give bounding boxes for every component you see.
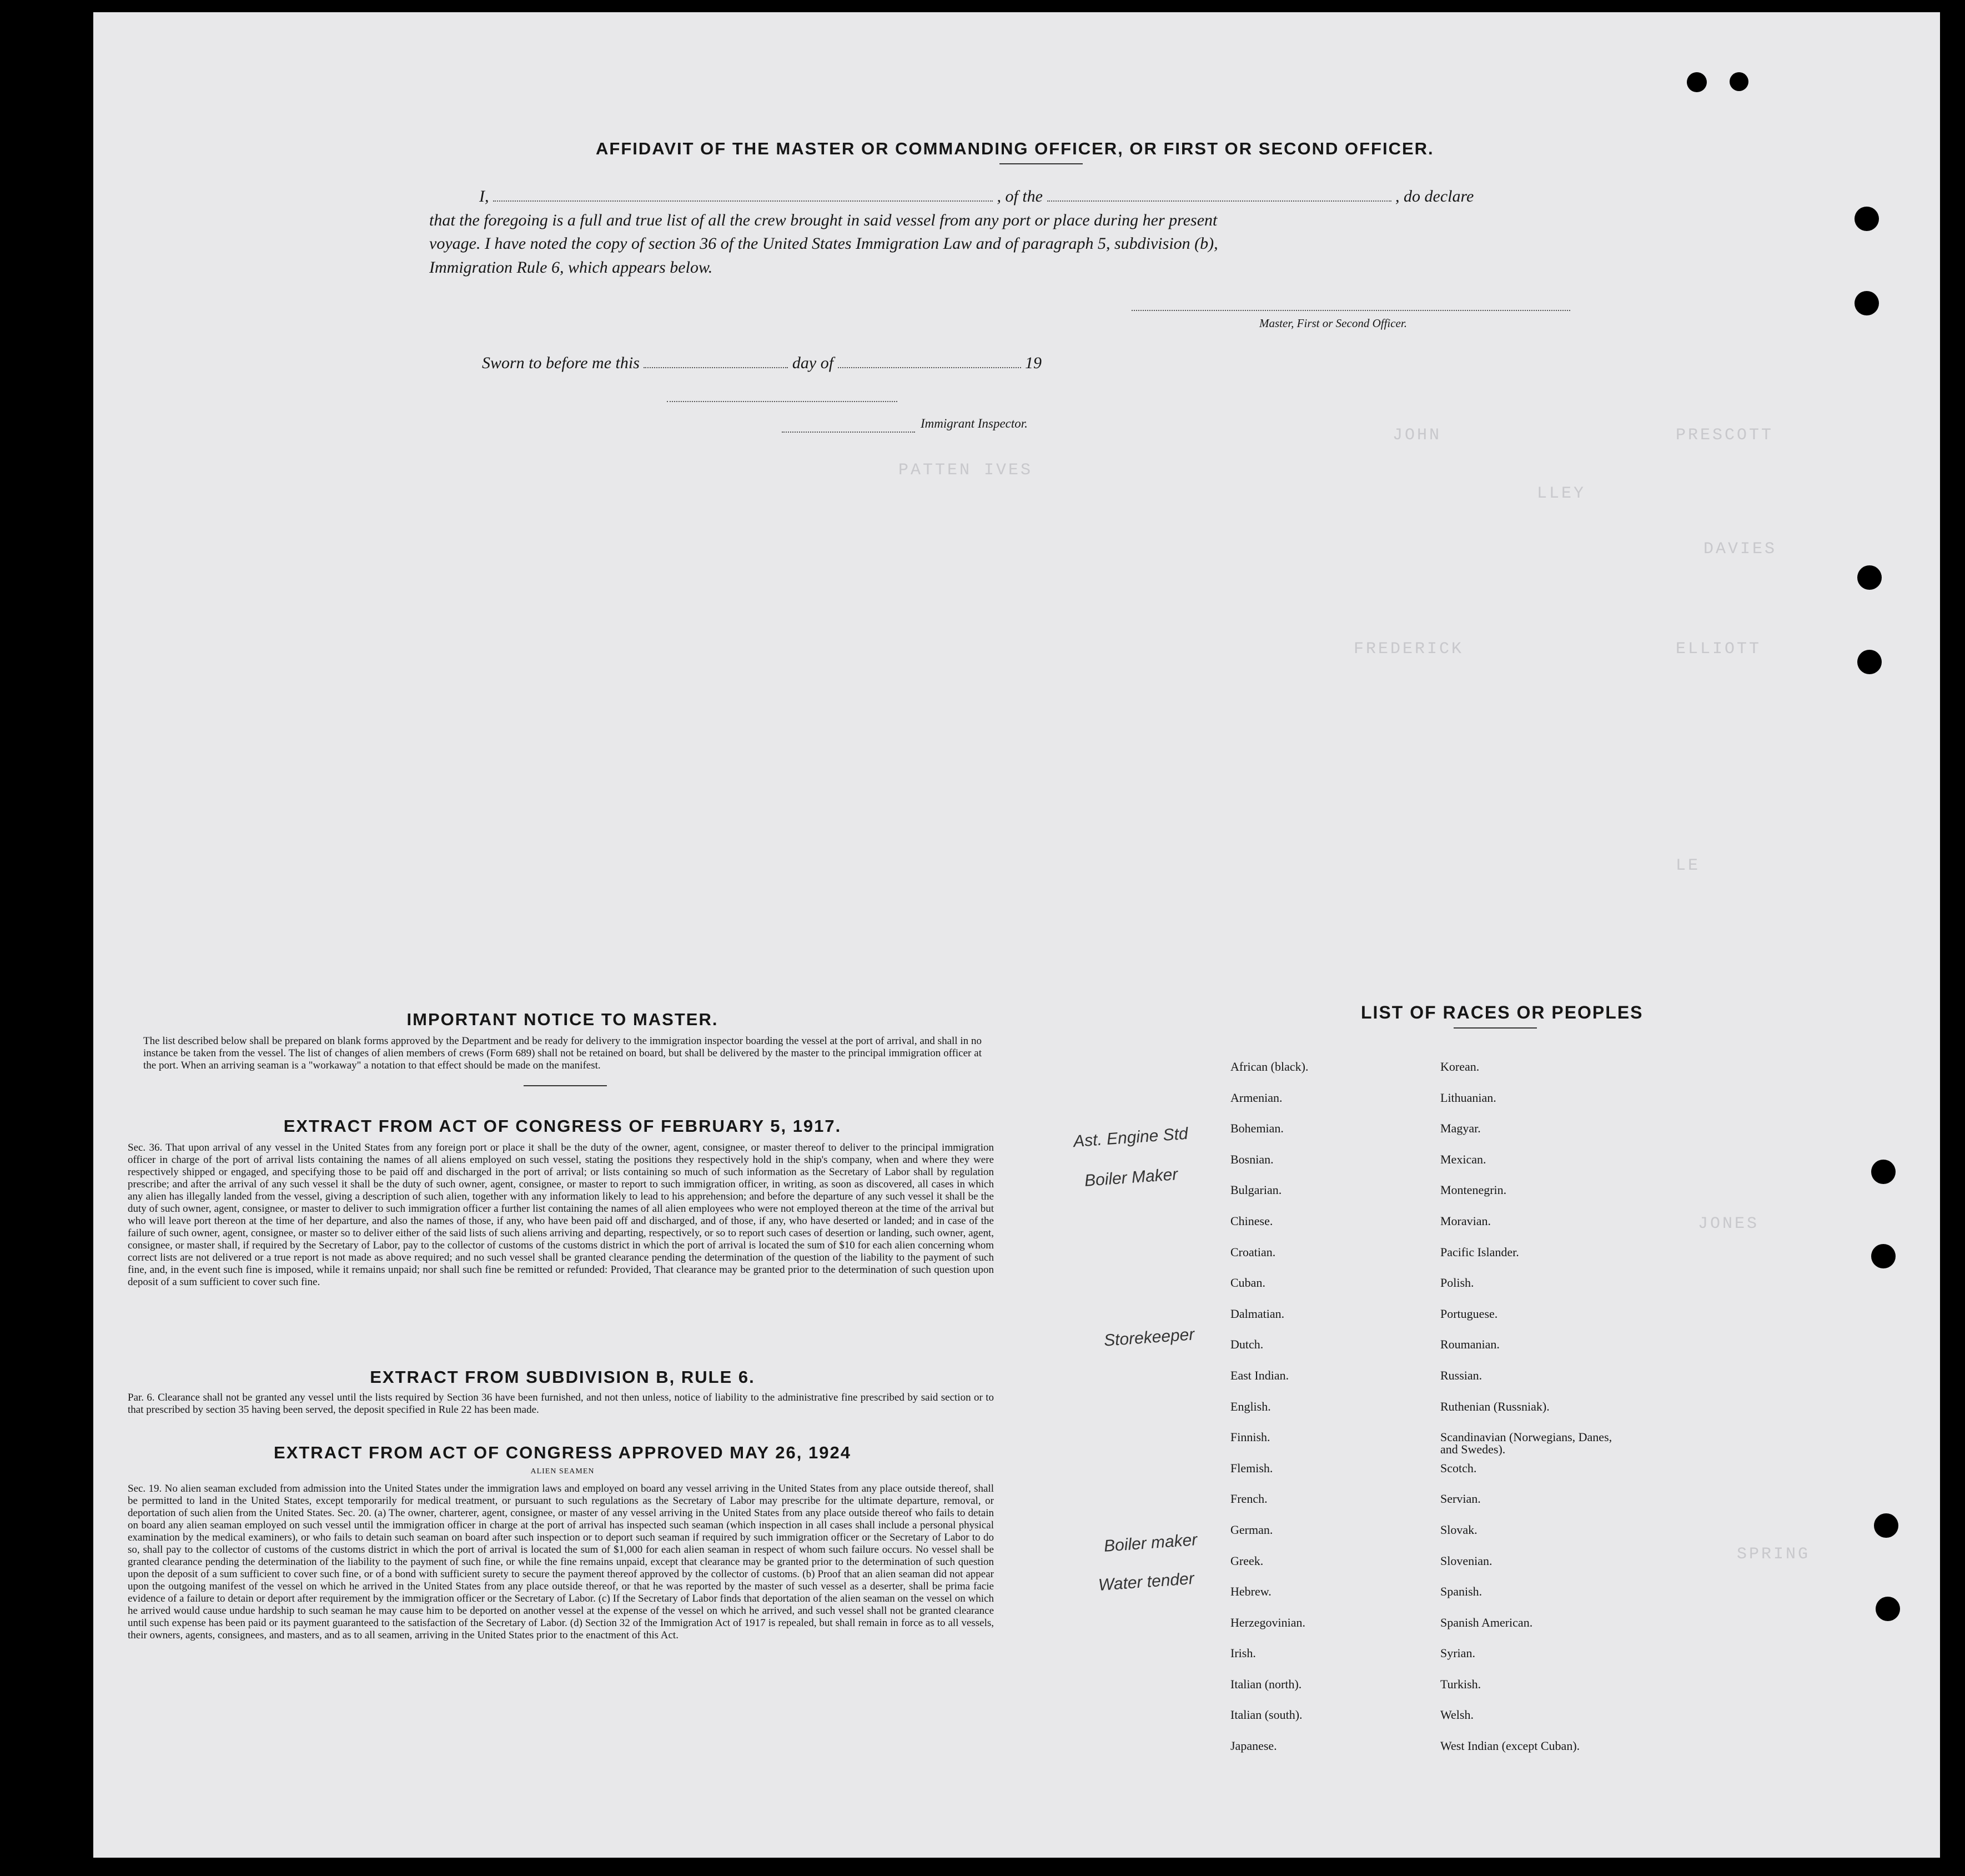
punch-hole: [1855, 207, 1879, 231]
divider: [524, 1085, 607, 1086]
race-item: Ruthenian (Russniak).: [1440, 1399, 1550, 1413]
declarant-prefix: I,: [479, 187, 489, 205]
race-item: Mexican.: [1440, 1152, 1486, 1166]
race-item: Bulgarian.: [1230, 1183, 1282, 1197]
ghost-text: LE: [1676, 856, 1701, 875]
master-signature-field[interactable]: [1132, 310, 1570, 311]
race-item: Roumanian.: [1440, 1337, 1500, 1352]
race-item: Magyar.: [1440, 1121, 1481, 1136]
race-item: Hebrew.: [1230, 1584, 1272, 1599]
race-item: Cuban.: [1230, 1276, 1265, 1290]
handwritten-note: Ast. Engine Std: [1073, 1124, 1189, 1151]
race-item: Servian.: [1440, 1492, 1481, 1506]
punch-hole: [1687, 72, 1707, 92]
race-item: Greek.: [1230, 1553, 1264, 1568]
day-of-label: day of: [792, 354, 834, 372]
sworn-month-field[interactable]: [838, 354, 1021, 368]
punch-hole: [1871, 1160, 1896, 1184]
handwritten-note: Water tender: [1098, 1569, 1195, 1594]
ghost-text: JONES: [1698, 1215, 1760, 1233]
race-item: Slovak.: [1440, 1522, 1477, 1537]
ghost-text: LLEY: [1537, 484, 1586, 503]
race-item: Moravian.: [1440, 1213, 1491, 1228]
race-item: Italian (north).: [1230, 1677, 1302, 1691]
race-item: Chinese.: [1230, 1213, 1273, 1228]
race-item: Japanese.: [1230, 1739, 1277, 1753]
race-item: Spanish.: [1440, 1584, 1482, 1599]
race-item: Italian (south).: [1230, 1708, 1303, 1722]
affidavit-title: AFFIDAVIT OF THE MASTER OR COMMANDING OFFICER, OR FIRST OR SECOND OFFICER.: [596, 139, 1434, 158]
ghost-text: FREDERICK: [1354, 640, 1464, 659]
divider: [999, 163, 1083, 164]
race-item: East Indian.: [1230, 1368, 1289, 1382]
handwritten-note: Boiler maker: [1103, 1531, 1198, 1556]
notice-title: IMPORTANT NOTICE TO MASTER.: [406, 1010, 718, 1029]
race-item: Syrian.: [1440, 1646, 1475, 1661]
divider: [1454, 1027, 1537, 1029]
of-the-label: , of the: [997, 187, 1043, 205]
race-item: Bohemian.: [1230, 1121, 1284, 1136]
subdivision-b-title: EXTRACT FROM SUBDIVISION B, RULE 6.: [370, 1367, 755, 1387]
subdivision-b-body: Par. 6. Clearance shall not be granted any vessel until the lists required by Section 36 have been furnished, and not then unless, notice of liability to the administrative fine prescribed by said section or to that prescribed by section 35 having been served, the deposit specified in Rule 22 has been made.: [128, 1392, 994, 1416]
declaration-line-1: [479, 187, 1474, 206]
ghost-text: DAVIES: [1703, 540, 1777, 559]
ghost-text: JOHN: [1393, 426, 1442, 445]
race-item: Slovenian.: [1440, 1553, 1492, 1568]
name-field[interactable]: [493, 187, 993, 202]
do-declare-label: , do declare: [1395, 187, 1474, 205]
races-title: LIST OF RACES OR PEOPLES: [1361, 1002, 1644, 1022]
race-item: Portuguese.: [1440, 1306, 1498, 1321]
race-item: Korean.: [1440, 1060, 1480, 1074]
ghost-text: SPRING: [1737, 1545, 1811, 1564]
race-item: African (black).: [1230, 1060, 1309, 1074]
race-item: German.: [1230, 1522, 1273, 1537]
races-right-column: [1440, 1061, 1718, 1771]
punch-hole: [1730, 72, 1748, 91]
handwritten-note: Boiler Maker: [1084, 1165, 1179, 1190]
inspector-label: Immigrant Inspector.: [921, 417, 1028, 430]
ghost-text: PATTEN IVES: [898, 461, 1033, 480]
inspector-field[interactable]: [782, 432, 915, 433]
notice-body: The list described below shall be prepared on blank forms approved by the Department and be ready for delivery to the immigration inspector boarding the vessel at the port of arrival, and shall in no instance be taken from the vessel. The list of changes of alien members of crews (Form 689) shall not be retained on board, but shall be delivered by the master to the principal immigration officer at the port. When an arriving seaman is a "workaway" a notation to that effect should be made on the manifest.: [143, 1035, 982, 1071]
declaration-line-2: that the foregoing is a full and true list of all the crew brought in said vessel from any port or place during her present: [429, 211, 1218, 229]
race-item: Herzegovinian.: [1230, 1615, 1305, 1629]
race-item: Finnish.: [1230, 1430, 1270, 1444]
punch-hole: [1857, 650, 1882, 674]
race-item: Turkish.: [1440, 1677, 1481, 1691]
race-item: Montenegrin.: [1440, 1183, 1507, 1197]
punch-hole: [1871, 1244, 1896, 1268]
race-item: Armenian.: [1230, 1090, 1283, 1105]
punch-hole: [1855, 291, 1879, 315]
inspector-signature-line[interactable]: [667, 401, 897, 402]
punch-hole: [1857, 565, 1882, 590]
sworn-line: [482, 354, 1042, 373]
ghost-text: PRESCOTT: [1676, 426, 1774, 445]
extract-1924-body: Sec. 19. No alien seaman excluded from admission into the United States under the immigration laws and employed on board any vessel arriving in the United States from any place outside thereof, shall be permitted to land in the United States, except temporarily for medical treatment, or pursuant to such regulations as the Secretary of Labor may prescribe for the ultimate departure, removal, or deportation of such alien from the United States. Sec. 20. (a) The owner, charterer, agent, consignee, or master of any vessel arriving in the United States from any place outside thereof who fails to detain on board any alien seaman employed on such vessel until the immigration officer in charge at the port of arrival has inspected such seaman (which inspection in all cases shall include a personal physical examination by the medical examiners), or who fails to detain such seaman on board after such inspection or to deport such seaman if required by such immigration officer or the Secretary of Labor to do so, shall pay to the collector of customs of the customs district in which the port of arrival is located the sum of $1,000 for each alien seaman in respect of whom such failure occurs. No vessel shall be granted clearance pending the determination of the liability to the payment of such fine, or while the fine remains unpaid, except that clearance may be granted prior to the determination of such question upon the deposit of a sum sufficient to cover such fine, or of a bond with sufficient surety to secure the payment thereof approved by the collector of customs. (b) Proof that an alien seaman did not appear upon the outgoing manifest of the vessel on which he arrived in the United States from any place outside thereof, or that he was reported by the master of such vessel as a deserter, shall be prima facie evidence of a failure to detain or deport after requirement by the immigration officer or the Secretary of Labor. (c) If the Secretary of Labor finds that deportation of the alien seaman on the vessel on which he arrived would cause undue hardship to such seaman he may cause him to be deported on another vessel at the expense of the vessel on which he arrived, and such vessel shall not be granted clearance until such expense has been paid or its payment guaranteed to the satisfaction of the Secretary of Labor. (d) Section 32 of the Immigration Act of 1917 is repealed, but shall remain in force as to all vessels, their owners, agents, consignees, and masters, and as to all seamen, arriving in the United States prior to the enactment of this Act.: [128, 1483, 994, 1641]
race-item: Polish.: [1440, 1276, 1474, 1290]
race-item: Pacific Islander.: [1440, 1245, 1519, 1259]
master-signature-label: Master, First or Second Officer.: [1259, 317, 1407, 330]
race-item: English.: [1230, 1399, 1271, 1413]
race-item: Irish.: [1230, 1646, 1256, 1661]
race-item: Flemish.: [1230, 1461, 1273, 1475]
year-label: 19: [1025, 354, 1042, 372]
race-item: Lithuanian.: [1440, 1090, 1496, 1105]
extract-1924-subtitle: ALIEN SEAMEN: [530, 1467, 595, 1476]
punch-hole: [1876, 1597, 1900, 1621]
race-item: Dalmatian.: [1230, 1306, 1285, 1321]
race-item: Scotch.: [1440, 1461, 1477, 1475]
declaration-line-4: Immigration Rule 6, which appears below.: [429, 258, 713, 277]
document-page: [93, 12, 1940, 1858]
race-item: Dutch.: [1230, 1337, 1264, 1352]
race-item: Bosnian.: [1230, 1152, 1274, 1166]
race-item: Welsh.: [1440, 1708, 1474, 1722]
race-item: Scandinavian (Norwegians, Danes, and Swedes).: [1440, 1430, 1612, 1457]
race-item: West Indian (except Cuban).: [1440, 1739, 1580, 1753]
race-item: Spanish American.: [1440, 1615, 1533, 1629]
handwritten-note: Storekeeper: [1103, 1325, 1195, 1350]
ghost-text: ELLIOTT: [1676, 640, 1762, 659]
extract-1917-title: EXTRACT FROM ACT OF CONGRESS OF FEBRUARY 5, 1917.: [283, 1116, 842, 1136]
extract-1924-title: EXTRACT FROM ACT OF CONGRESS APPROVED MAY 26, 1924: [274, 1443, 851, 1462]
races-left-column: [1230, 1061, 1464, 1771]
declaration-line-3: voyage. I have noted the copy of section 36 of the United States Immigration Law and of paragraph 5, subdivision (b),: [429, 234, 1218, 253]
race-item: Croatian.: [1230, 1245, 1276, 1259]
sworn-day-field[interactable]: [644, 354, 788, 368]
race-item: Russian.: [1440, 1368, 1482, 1382]
punch-hole: [1874, 1513, 1898, 1538]
extract-1917-body: Sec. 36. That upon arrival of any vessel in the United States from any foreign port or place it shall be the duty of the owner, agent, consignee, or master thereof to deliver to the principal immigration officer in charge of the port of arrival lists containing the names of all aliens employed on such vessel, stating the positions they respectively hold in the ship's company, when and where they were respectively shipped or engaged, and specifying those to be paid off and discharged in the port of arrival; or lists containing so much of such information as the Secretary of Labor shall by regulation prescribe; and after the arrival of any such vessel it shall be the duty of such owner, agent, consignee, or master to report to such immigration officer, in writing, as soon as discovered, all cases in which any alien has illegally landed from the vessel, giving a description of such alien, together with any information likely to lead to his apprehension; and before the departure of any such vessel it shall be the duty of such owner, agent, consignee, or master to deliver to such immigration officer a further list containing the names of all alien employees who were not employed thereon at the time of the arrival but who will leave port thereon at the time of her departure, and also the names of those, if any, who have been paid off and discharged, and of those, if any, who have deserted or landed; and in case of the failure of such owner, agent, consignee, or master so to deliver either of the said lists of such aliens arriving and departing, respectively, or so to report such cases of desertion or landing, such owner, agent, consignee, or master shall, if required by the Secretary of Labor, pay to the collector of customs of the customs district in which the port of arrival is located the sum of $10 for each alien concerning whom correct lists are not delivered or a true report is not made as above required; and no such vessel shall be granted clearance pending the determination of the question of the liability to the payment of such fine, and, in the event such fine is imposed, while it remains unpaid; nor shall such fine be remitted or refunded: Provided, That clearance may be granted prior to the determination of such question upon deposit of a sum sufficient to cover such fine.: [128, 1142, 994, 1288]
sworn-label: Sworn to before me this: [482, 354, 640, 372]
race-item: French.: [1230, 1492, 1268, 1506]
vessel-field[interactable]: [1047, 187, 1391, 202]
